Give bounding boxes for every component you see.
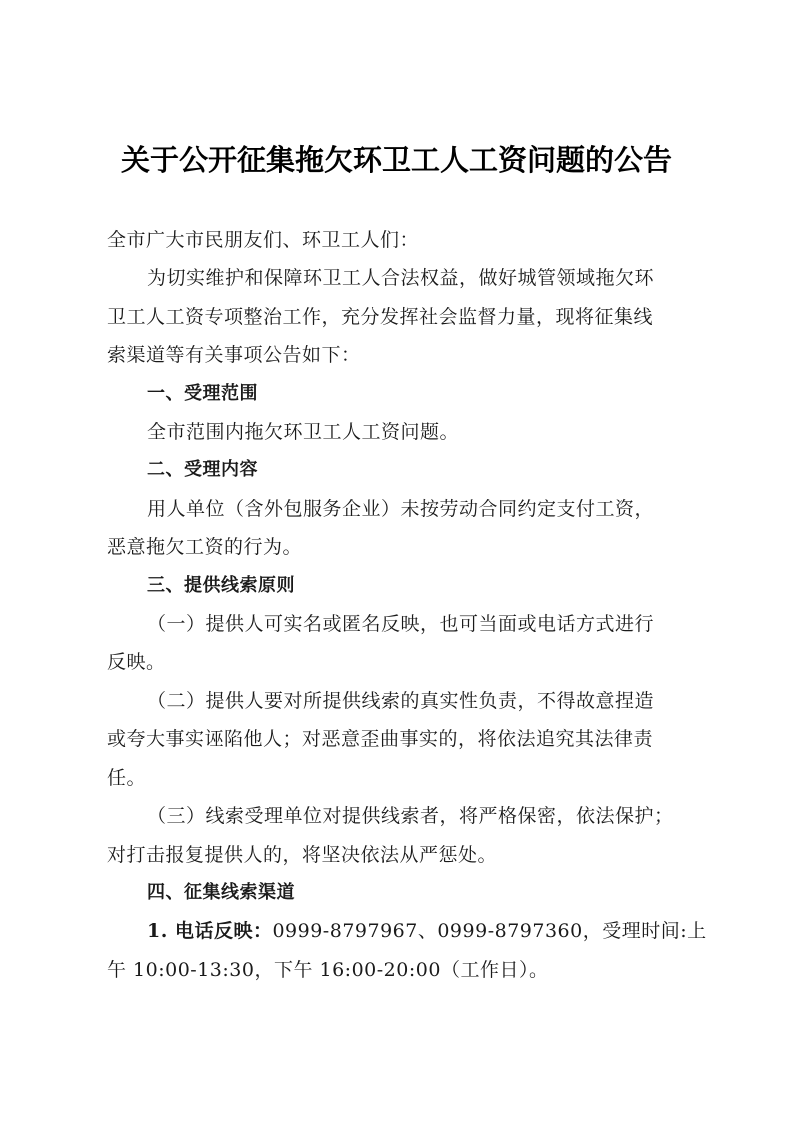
- section-heading-content: 二、受理内容: [147, 459, 258, 481]
- intro-paragraph-line: 索渠道等有关事项公告如下：: [107, 344, 361, 367]
- principle-item-2: 或夸大事实诬陷他人；对恶意歪曲事实的，将依法追究其法律责: [107, 728, 654, 751]
- channel-item-phone-hours: 午 10:00-13:30，下午 16:00-20:00（工作日）。: [107, 958, 549, 981]
- salutation: 全市广大市民朋友们、环卫工人们：: [107, 229, 420, 251]
- section-heading-principles: 三、提供线索原则: [147, 574, 295, 596]
- principle-item-3: 对打击报复提供人的，将坚决依法从严惩处。: [107, 843, 498, 866]
- section-heading-scope: 一、受理范围: [147, 382, 258, 404]
- page-title: 关于公开征集拖欠环卫工人工资问题的公告: [120, 143, 672, 177]
- intro-paragraph-line: 卫工人工资专项整治工作，充分发挥社会监督力量，现将征集线: [107, 305, 654, 328]
- channel-item-phone-numbers: 0999-8797967、0999-8797360，受理时间:上: [272, 920, 707, 943]
- principle-item-3: （三）线索受理单位对提供线索者，将严格保密，依法保护；: [147, 805, 674, 828]
- section-heading-channels: 四、征集线索渠道: [147, 881, 295, 903]
- section-text-content: 用人单位（含外包服务企业）未按劳动合同约定支付工资，: [147, 497, 655, 520]
- intro-paragraph-line: 为切实维护和保障环卫工人合法权益，做好城管领域拖欠环: [147, 267, 655, 290]
- document-body: [107, 221, 707, 989]
- principle-item-2: （二）提供人要对所提供线索的真实性负责，不得故意捏造: [147, 689, 655, 712]
- section-text-scope: 全市范围内拖欠环卫工人工资问题。: [147, 421, 460, 444]
- section-text-content: 恶意拖欠工资的行为。: [107, 536, 303, 559]
- channel-item-phone-label: 1. 电话反映：: [147, 920, 273, 943]
- principle-item-1: （一）提供人可实名或匿名反映，也可当面或电话方式进行: [147, 613, 655, 636]
- channel-item-phone: [107, 912, 707, 950]
- principle-item-2: 任。: [107, 766, 147, 789]
- principle-item-1: 反映。: [107, 651, 166, 674]
